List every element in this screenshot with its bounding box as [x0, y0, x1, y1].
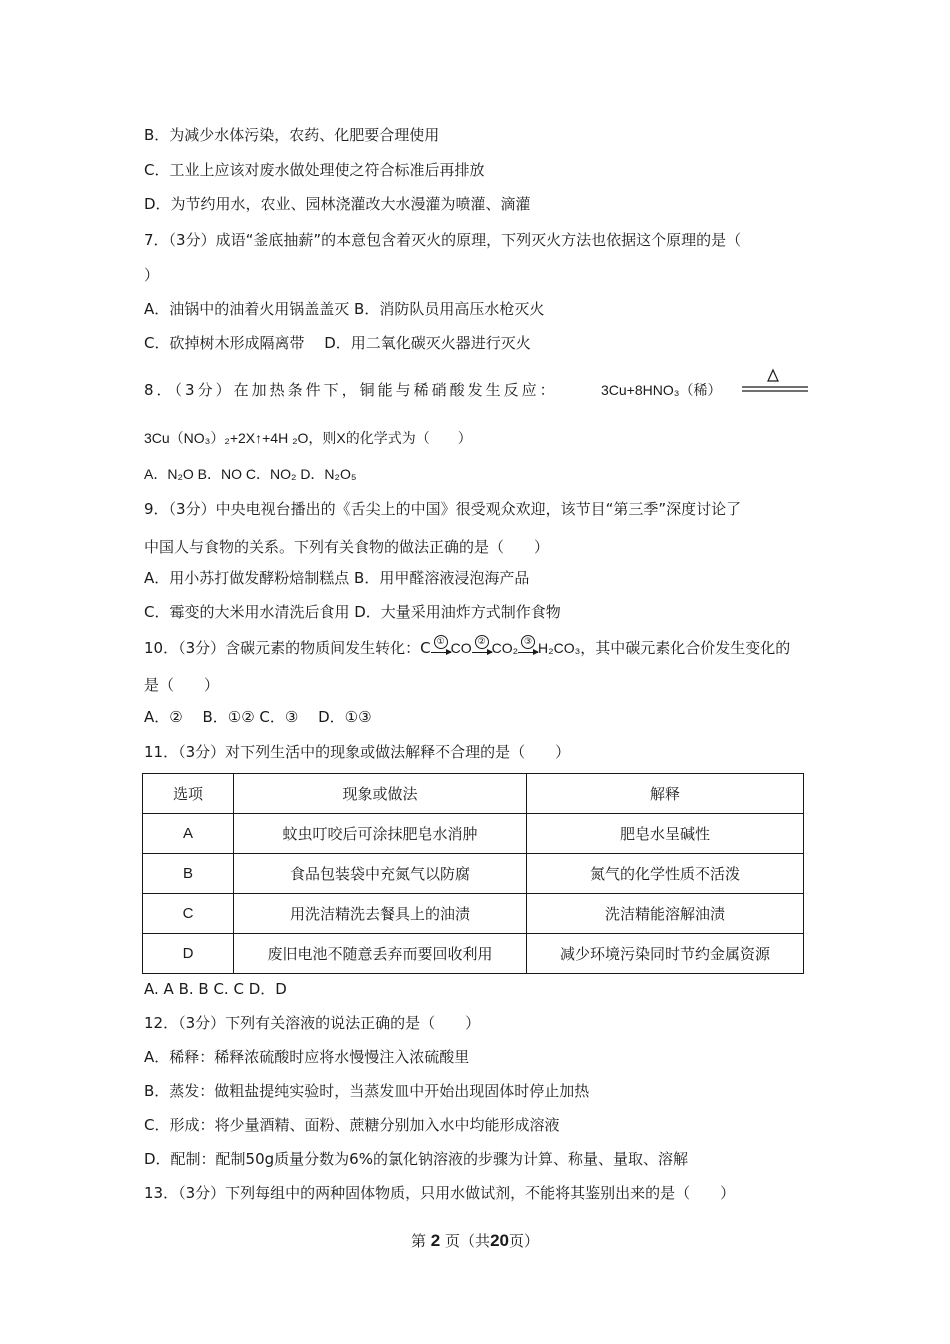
q7-stem: 7．（3分）成语“釜底抽薪”的本意包含着灭火的原理，下列灭火方法也依据这个原理的是（	[144, 231, 742, 249]
q10-options: A．② B．①② C．③ D．①③	[144, 708, 372, 726]
q10-stem-cont: 是（ ）	[144, 676, 220, 694]
q11-table	[142, 773, 804, 974]
q12-option-b: B．蒸发：做粗盐提纯实验时，当蒸发皿中开始出现固体时停止加热	[144, 1082, 590, 1100]
q11-answers: A. A B. B C. C D．D	[144, 980, 287, 998]
page-footer	[0, 1230, 950, 1251]
q12-option-a: A．稀释：稀释浓硫酸时应将水慢慢注入浓硫酸里	[144, 1048, 470, 1066]
q12-option-c: C．形成：将少量酒精、面粉、蔗糖分别加入水中均能形成溶液	[144, 1116, 560, 1134]
formula-co: CO	[450, 640, 472, 656]
table-cell: 蚊虫叮咬后可涂抹肥皂水消肿	[234, 814, 527, 854]
footer-prefix: 第	[411, 1232, 427, 1250]
q12-option-d: D．配制：配制50g质量分数为6%的氯化钠溶液的步骤为计算、称量、量取、溶解	[144, 1150, 688, 1168]
table-cell: A	[143, 814, 234, 854]
q7-stem-close: ）	[144, 266, 160, 284]
q8-equation-right: 3Cu（NO₃）₂+2X↑+4H ₂O，则X的化学式为（ ）	[144, 430, 472, 446]
circled-number-3: ③	[521, 635, 535, 649]
q7-options-ab: A．油锅中的油着火用锅盖盖灭 B．消防队员用高压水枪灭火	[144, 300, 545, 318]
circled-number-2: ②	[475, 635, 489, 649]
formula-h2co3: H₂CO₃	[538, 640, 581, 656]
table-cell: 减少环境污染同时节约金属资源	[527, 934, 804, 974]
q9-options-ab: A．用小苏打做发酵粉焙制糕点 B．用甲醛溶液浸泡海产品	[144, 569, 530, 587]
formula-co2: CO₂	[491, 640, 519, 656]
q6-option-c: C．工业上应该对废水做处理使之符合标准后再排放	[144, 161, 485, 179]
table-row	[143, 814, 804, 854]
table-cell: B	[143, 854, 234, 894]
q10-stem	[144, 637, 790, 658]
reaction-arrow-3	[518, 637, 538, 657]
q10-text-post: ，其中碳元素化合价发生变化的	[580, 639, 791, 657]
footer-suffix: 页）	[508, 1232, 539, 1250]
circled-number-1: ①	[434, 635, 448, 649]
q9-stem: 9．（3分）中央电视台播出的《舌尖上的中国》很受观众欢迎，该节目“第三季”深度讨论了	[144, 500, 742, 518]
table-row	[143, 854, 804, 894]
table-cell: C	[143, 894, 234, 934]
q12-stem: 12．（3分）下列有关溶液的说法正确的是（ ）	[144, 1014, 481, 1032]
table-cell: 氮气的化学性质不活泼	[527, 854, 804, 894]
q10-text: 10．（3分）含碳元素的物质间发生转化：C	[144, 639, 431, 657]
table-header: 选项	[143, 774, 234, 814]
q8-options: A．N₂O B．NO C．NO₂ D．N₂O₅	[144, 466, 357, 482]
q9-options-cd: C．霉变的大米用水清洗后食用 D．大量采用油炸方式制作食物	[144, 603, 561, 621]
q6-option-d: D．为节约用水，农业、园林浇灌改大水漫灌为喷灌、滴灌	[144, 195, 531, 213]
q8-equation-left: 3Cu+8HNO₃（稀）	[601, 382, 722, 398]
footer-middle: 页（共	[445, 1232, 491, 1250]
reaction-arrow-1	[431, 637, 451, 657]
q6-option-b: B．为减少水体污染，农药、化肥要合理使用	[144, 126, 440, 144]
q8-stem: 8．（3分）在加热条件下，铜能与稀硝酸发生反应：	[144, 381, 558, 399]
table-cell: 肥皂水呈碱性	[527, 814, 804, 854]
page-number: 2	[430, 1231, 441, 1250]
table-cell: 洗洁精能溶解油渍	[527, 894, 804, 934]
table-header: 解释	[527, 774, 804, 814]
page-total: 20	[490, 1231, 509, 1250]
table-row	[143, 894, 804, 934]
table-cell: 用洗洁精洗去餐具上的油渍	[234, 894, 527, 934]
q9-stem-cont: 中国人与食物的关系。下列有关食物的做法正确的是（ ）	[144, 538, 550, 556]
q11-stem: 11．（3分）对下列生活中的现象或做法解释不合理的是（ ）	[144, 743, 571, 761]
table-header-row	[143, 774, 804, 814]
table-row	[143, 934, 804, 974]
table-cell: 食品包装袋中充氮气以防腐	[234, 854, 527, 894]
table-cell: D	[143, 934, 234, 974]
reaction-arrow-2	[472, 637, 492, 657]
heat-triangle-icon	[742, 368, 808, 394]
table-cell: 废旧电池不随意丢弃而要回收利用	[234, 934, 527, 974]
q7-options-cd: C．砍掉树木形成隔离带 D．用二氧化碳灭火器进行灭火	[144, 334, 531, 352]
table-header: 现象或做法	[234, 774, 527, 814]
q13-stem: 13．（3分）下列每组中的两种固体物质，只用水做试剂，不能将其鉴别出来的是（ ）	[144, 1184, 736, 1202]
